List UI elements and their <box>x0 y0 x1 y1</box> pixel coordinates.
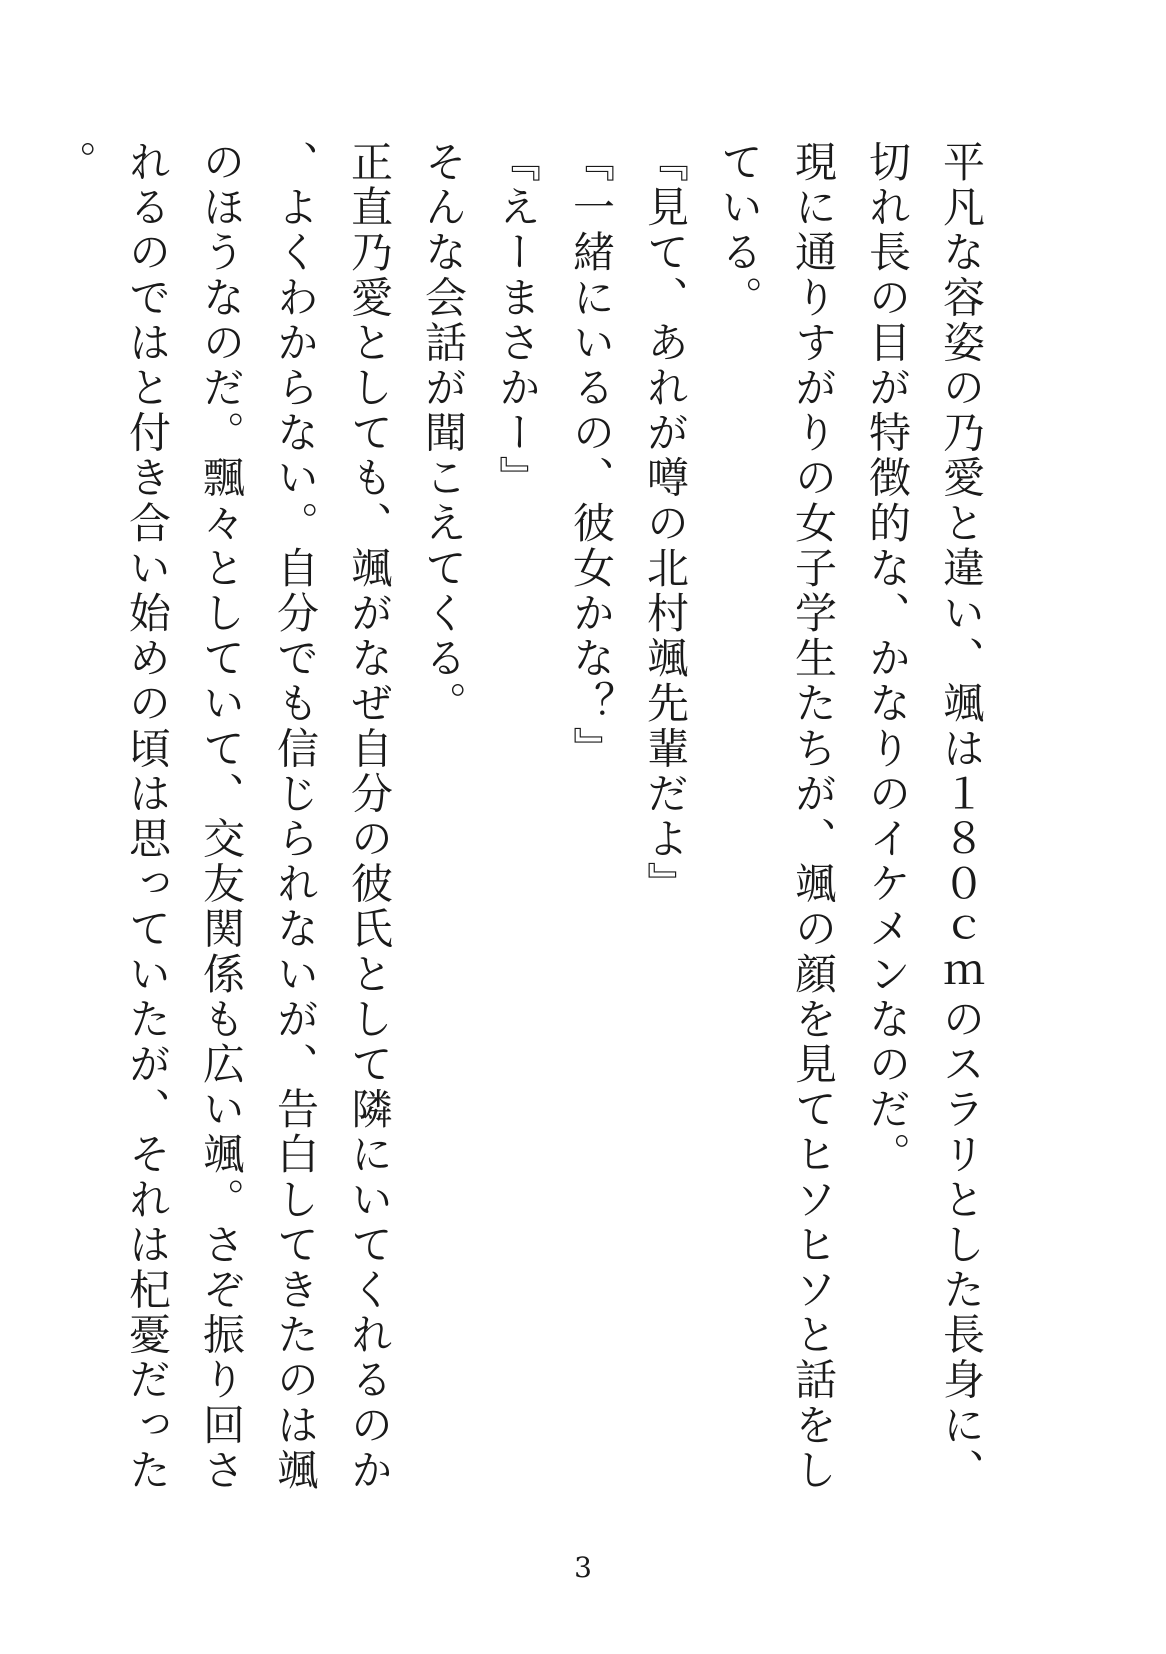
paragraph-1: 平凡な容姿の乃愛と違い、颯は１８０ｃｍのスラリとした長身に、切れ長の目が特徴的な、かなりのイケメンなのだ。 <box>863 140 986 1493</box>
dialogue-line-1: 『見て、あれが噂の北村颯先輩だよ』 <box>641 140 690 907</box>
paragraph-2: 現に通りすがりの女子学生たちが、颯の顔を見てヒソヒソと話をしている。 <box>715 140 838 1493</box>
dialogue-line-2: 『一緒にいるの、彼女かな？』 <box>567 140 616 772</box>
paragraph-3: そんな会話が聞こえてくる。 <box>419 140 468 727</box>
paragraph-4: 正直乃愛としても、颯がなぜ自分の彼氏として隣にいてくれるのか、よくわからない。自分でも信じられないが、告白してきたのは颯のほうなのだ。飄々としていて、交友関係も広い颯。さぞ振り回されるのではと付き合い始めの頃は思っていたが、それは杞憂だった。 <box>49 140 394 1493</box>
vertical-text-body <box>36 140 998 1520</box>
page-number: 3 <box>574 1551 592 1584</box>
dialogue-line-3: 『えーまさかー』 <box>493 140 542 501</box>
